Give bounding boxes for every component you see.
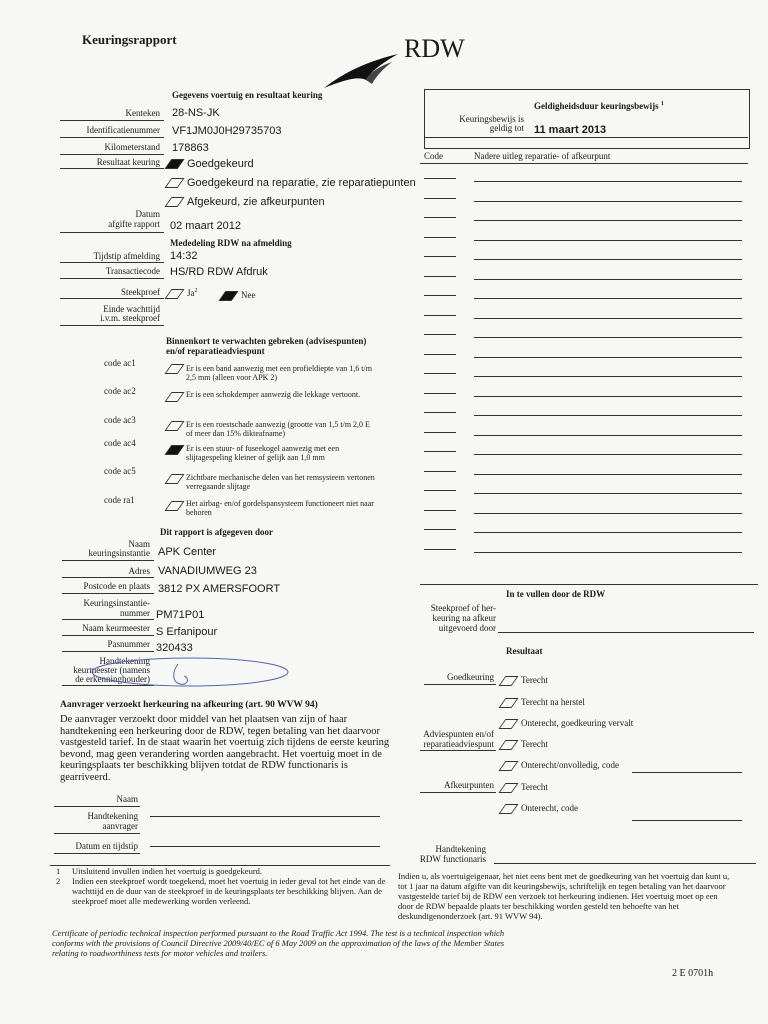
issuer-value-pass: 320433	[156, 642, 193, 654]
advisory-text: Het airbag- en/of gordelspansysteem functioneert niet naar behoren	[186, 499, 374, 517]
explain-row-rule	[474, 552, 742, 553]
request-title: Aanvrager verzoekt herkeuring na afkeuring (art. 90 WVW 94)	[60, 700, 318, 710]
code-row-rule	[424, 315, 456, 316]
code-row-rule	[424, 510, 456, 511]
rdw-logo-icon	[322, 50, 402, 92]
issuer-value-number: PM71P01	[156, 609, 205, 621]
unchecked-box-icon	[168, 470, 187, 488]
report-title: Keuringsrapport	[82, 32, 177, 47]
issuer-label-3: Postcode en plaats	[83, 581, 150, 591]
transaction-value: HS/RD RDW Afdruk	[170, 266, 268, 278]
code-row-rule	[424, 451, 456, 452]
unchecked-box-icon	[168, 417, 187, 435]
result-option-approved: Goedgekeurd	[168, 158, 254, 170]
result-option-approved-repair: Goedgekeurd na reparatie, zie reparatiepunten	[168, 177, 416, 189]
form-code: 2 E 0701h	[672, 968, 714, 979]
footnote-2-text: Indien een steekproef wordt toegekend, moet het voertuig in ieder geval tot het einde van de wachttijd en de duur van de steekproef in de keuringsplaats ter beschikking blijven. Aan de steekproef moet alle medewerking worden verleend.	[72, 876, 386, 906]
field-label-km: Kilometerstand	[104, 142, 160, 152]
explain-row-rule	[474, 357, 742, 358]
issuer-label-4b: nummer	[120, 608, 150, 618]
advisory-text: Er is een schokdemper aanwezig die lekkage vertoont.	[186, 390, 361, 399]
explain-row-rule	[474, 240, 742, 241]
advisory-code: code ac2	[104, 386, 136, 396]
unchecked-box-icon	[164, 289, 184, 299]
code-row-rule	[424, 217, 456, 218]
checked-box-icon	[218, 291, 238, 301]
issuer-label-1b: keuringsinstantie	[88, 548, 150, 558]
explain-row-rule	[474, 532, 742, 533]
checked-box-icon	[168, 441, 187, 459]
rdw-reject-opt-1: Terecht	[502, 782, 548, 793]
rdw-result-title: Resultaat	[506, 646, 543, 656]
issuer-label-6: Pasnummer	[107, 639, 150, 649]
footnote-2-num: 2	[56, 876, 61, 886]
field-value-km: 178863	[172, 142, 209, 154]
explain-row-rule	[474, 337, 742, 338]
advisory-code: code ac3	[104, 415, 136, 425]
explain-row-rule	[474, 181, 742, 182]
result-option-rejected: Afgekeurd, zie afkeurpunten	[168, 196, 325, 208]
unchecked-box-icon	[498, 804, 518, 814]
wait-label-2: i.v.m. steekproef	[100, 313, 160, 323]
rdw-brand: RDW	[404, 34, 465, 63]
transaction-label: Transactiecode	[105, 266, 160, 276]
signature-label-3: de erkenninghouder)	[75, 674, 150, 684]
field-label-kenteken: Kenteken	[125, 108, 160, 118]
unchecked-box-icon	[498, 783, 518, 793]
advisory-text: Er is een stuur- of fuseekogel aanwezig met een slijtagespeling kleiner of gelijk aan 1,0 mm	[186, 444, 340, 462]
date-label-1: Datum	[135, 209, 160, 219]
field-value-vin: VF1JM0J0H29735703	[172, 125, 282, 137]
request-name-label: Naam	[116, 794, 138, 804]
issuer-label-4a: Keuringsinstantie-	[83, 598, 150, 608]
request-date-label: Datum en tijdstip	[75, 841, 138, 851]
footnote-right: Indien u, als voertuigeigenaar, het niet eens bent met de goedkeuring van het voertuig dan kunt u, tot 1 jaar na datum afgifte van dit keuringsbewijs, schriftelijk en tegen betaling van het daarvoor vastgestelde tarief bij de RDW een verzoek tot herkeuring indienen. Het voertuig moet op een door de RDW bepaalde plaats ter beschikking worden gesteld ten behoefte van het deskundigenonderzoek (art. 91 WVW 94).	[398, 871, 730, 921]
explain-row-rule	[474, 259, 742, 260]
unchecked-box-icon	[498, 676, 518, 686]
time-label: Tijdstip afmelding	[93, 251, 160, 261]
advisory-code: code ra1	[104, 495, 135, 505]
code-row-rule	[424, 412, 456, 413]
code-row-rule	[424, 432, 456, 433]
explain-row-rule	[474, 513, 742, 514]
vehicle-section-title: Gegevens voertuig en resultaat keuring	[172, 90, 323, 100]
advisory-code: code ac5	[104, 466, 136, 476]
code-row-rule	[424, 354, 456, 355]
result-label: Resultaat keuring	[96, 157, 160, 167]
explain-row-rule	[474, 298, 742, 299]
validity-label-2: geldig tot	[489, 123, 524, 133]
request-sig-label-2: aanvrager	[102, 821, 138, 831]
rdw-sample-label-3: uitgevoerd door	[438, 623, 496, 633]
signature-scribble	[80, 654, 290, 699]
col-code-header: Code	[424, 151, 443, 161]
explain-row-rule	[474, 415, 742, 416]
rdw-approval-opt-1: Terecht	[502, 675, 548, 686]
sample-no: Nee	[222, 290, 256, 301]
code-row-rule	[424, 178, 456, 179]
field-value-kenteken: 28-NS-JK	[172, 107, 220, 119]
validity-label-1: Keuringsbewijs is	[459, 114, 524, 124]
rdw-sample-label-2: keuring na afkeur	[432, 613, 496, 623]
date-label-2: afgifte rapport	[108, 219, 160, 229]
advisory-text: Zichtbare mechanische delen van het remsysteem vertonen verregaande slijtage	[186, 473, 375, 491]
rdw-sig-label-1: Handtekening	[435, 844, 486, 854]
code-row-rule	[424, 471, 456, 472]
rdw-sample-label-1: Steekproef of her-	[430, 603, 496, 613]
advisories-title: Binnenkort te verwachten gebreken (advisespunten) en/of reparatieadviespunt	[166, 336, 367, 356]
explain-row-rule	[474, 435, 742, 436]
rdw-advisory-opt-1: Terecht	[502, 739, 548, 750]
field-label-vin: Identificatienummer	[86, 125, 160, 135]
rdw-approval-opt-2: Terecht na herstel	[502, 697, 585, 708]
date-value: 02 maart 2012	[170, 220, 241, 232]
advisory-text: Er is een roestschade aanwezig (grootte van 1,5 t/m 2,0 E of meer dan 15% dikteafname)	[186, 420, 370, 438]
issuer-label-5: Naam keurmeester	[82, 623, 150, 633]
sample-yes: Ja$^2$	[168, 288, 198, 299]
issuer-value-postcode: 3812 PX AMERSFOORT	[158, 583, 281, 595]
wait-label-1: Einde wachttijd	[103, 304, 160, 314]
unchecked-box-icon	[498, 761, 518, 771]
issuer-value-address: VANADIUMWEG 23	[158, 565, 257, 577]
dereg-title: Mededeling RDW na afmelding	[170, 238, 292, 248]
rdw-approval-opt-3: Onterecht, goedkeuring vervalt	[502, 718, 633, 729]
code-row-rule	[424, 373, 456, 374]
issuer-title: Dit rapport is afgegeven door	[160, 527, 273, 537]
code-row-rule	[424, 334, 456, 335]
explain-row-rule	[474, 220, 742, 221]
rdw-advisory-label-1: Adviespunten en/of	[423, 729, 494, 739]
unchecked-box-icon	[164, 197, 184, 207]
code-row-rule	[424, 393, 456, 394]
signature-label-2: keurmeester (namens	[73, 665, 150, 675]
signature-label-1: Handtekening	[99, 656, 150, 666]
unchecked-box-icon	[164, 178, 184, 188]
issuer-value-inspector: S Erfanipour	[156, 626, 218, 638]
col-explain-header: Nadere uitleg reparatie- of afkeurpunt	[474, 151, 611, 161]
english-statement: Certificate of periodic technical inspection performed pursuant to the Road Traffic Act 1994. The test is a technical inspection which conforms with the provisions of Council Directive 2009/40/EC of 6 May 2009 on the approximation of the laws of the Member States relating to roadworthiness tests for motor vehicles and trailers.	[52, 928, 505, 958]
explain-row-rule	[474, 201, 742, 202]
time-value: 14:32	[170, 250, 198, 262]
rdw-approval-label: Goedkeuring	[447, 672, 494, 682]
code-row-rule	[424, 490, 456, 491]
validity-title: Geldigheidsduur keuringsbewijs $^1$	[534, 101, 664, 111]
explain-row-rule	[474, 454, 742, 455]
rdw-logo	[322, 50, 402, 97]
advisory-code: code ac1	[104, 358, 136, 368]
footnote-1-num: 1	[56, 866, 61, 876]
code-row-rule	[424, 295, 456, 296]
rdw-section-title: In te vullen door de RDW	[506, 589, 606, 599]
advisory-text: Er is een band aanwezig met een profieldiepte van 1,6 t/m 2,5 mm (alleen voor APK 2)	[186, 364, 372, 382]
code-row-rule	[424, 276, 456, 277]
explain-row-rule	[474, 279, 742, 280]
issuer-value-name: APK Center	[158, 546, 217, 558]
issuer-label-2: Adres	[128, 566, 150, 576]
rdw-sig-label-2: RDW functionaris	[419, 854, 486, 864]
unchecked-box-icon	[168, 360, 187, 378]
explain-row-rule	[474, 396, 742, 397]
rdw-advisory-label-2: reparatieadviespunt	[423, 739, 494, 749]
rdw-advisory-opt-2: Onterecht/onvolledig, code	[502, 760, 619, 771]
unchecked-box-icon	[168, 388, 187, 406]
rdw-reject-opt-2: Onterecht, code	[502, 803, 578, 814]
code-row-rule	[424, 529, 456, 530]
issuer-label-1a: Naam	[128, 539, 150, 549]
code-row-rule	[424, 549, 456, 550]
explain-row-rule	[474, 493, 742, 494]
unchecked-box-icon	[498, 698, 518, 708]
explain-row-rule	[474, 318, 742, 319]
advisory-code: code ac4	[104, 438, 136, 448]
footnote-1-text: Uitsluitend invullen indien het voertuig is goedgekeurd.	[72, 866, 263, 876]
checked-box-icon	[164, 159, 184, 169]
code-row-rule	[424, 256, 456, 257]
code-row-rule	[424, 198, 456, 199]
sample-label: Steekproef	[121, 287, 160, 297]
request-body: De aanvrager verzoekt door middel van het plaatsen van zijn of haar handtekening een herkeuring door de RDW, tegen betaling van het daarvoor vastgesteld tarief. In de staat waarin het voertuig zich tijdens de eerste keuring bevond, mag geen verandering worden aangebracht. Het voertuig moet in de keuringsplaats ter beschikking blijven totdat de RDW functionaris is gearriveerd.	[60, 714, 390, 783]
unchecked-box-icon	[498, 719, 518, 729]
code-row-rule	[424, 237, 456, 238]
validity-value: 11 maart 2013	[534, 124, 607, 136]
unchecked-box-icon	[498, 740, 518, 750]
explain-row-rule	[474, 474, 742, 475]
explain-row-rule	[474, 376, 742, 377]
rdw-reject-label: Afkeurpunten	[444, 780, 494, 790]
unchecked-box-icon	[168, 497, 187, 515]
request-sig-label-1: Handtekening	[87, 811, 138, 821]
